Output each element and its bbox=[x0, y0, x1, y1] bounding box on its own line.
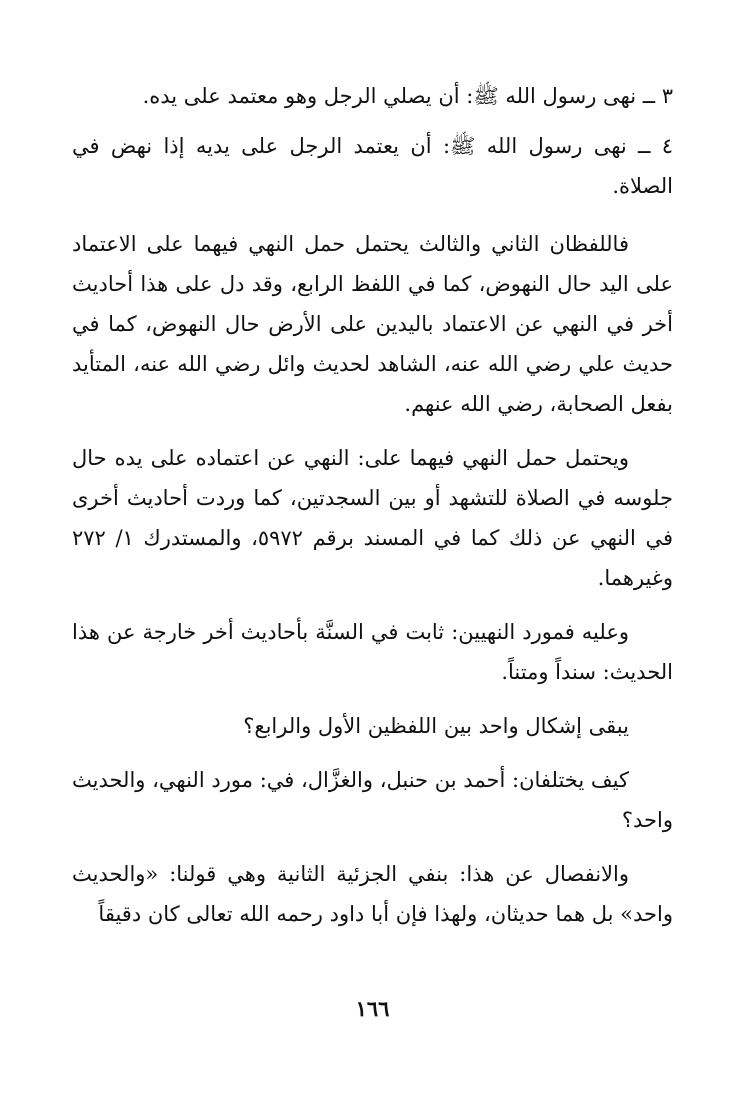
item-text: ــ نهى رسول الله ﷺ: أن يعتمد الرجل على يديه إذا نهض في الصلاة. bbox=[72, 134, 673, 198]
page-number: ١٦٦ bbox=[355, 996, 390, 1021]
paragraph-conclusion: وعليه فمورد النهيين: ثابت في السنَّة بأحاديث أخر خارجة عن هذا الحديث: سنداً ومتناً. bbox=[72, 620, 673, 684]
paragraph-how-differ: كيف يختلفان: أحمد بن حنبل، والغزَّال، في: مورد النهي، والحديث واحد؟ bbox=[72, 768, 673, 832]
paragraph-second-reading: ويحتمل حمل النهي فيهما على: النهي عن اعتماده على يده حال جلوسه في الصلاة للتشهد أو بين السجدتين، كما وردت أحاديث أخرى في النهي عن ذلك كما في المسند برقم ٥٩٧٢، والمستدرك ١/ ٢٧٢ وغيرهما. bbox=[72, 446, 673, 590]
item-text: ــ نهى رسول الله ﷺ: أن يصلي الرجل وهو معتمد على يده. bbox=[142, 84, 656, 108]
paragraph-two-readings: فاللفظان الثاني والثالث يحتمل حمل النهي فيهما على الاعتماد على اليد حال النهوض، كما في اللفظ الرابع، وقد دل على هذا أحاديث أخر في النهي عن الاعتماد باليدين على الأرض حال النهوض، كما في حديث علي رضي الله عنه، الشاهد لحديث وائل رضي الله عنه، المتأيد بفعل الصحابة، رضي الله عنهم. bbox=[72, 232, 673, 416]
list-item-3 bbox=[72, 76, 673, 116]
item-number: ٤ bbox=[661, 134, 673, 158]
paragraph-remaining-question: يبقى إشكال واحد بين اللفظين الأول والرابع؟ bbox=[243, 714, 629, 738]
paragraph-resolution: والانفصال عن هذا: بنفي الجزئية الثانية وهي قولنا: «والحديث واحد» بل هما حديثان، ولهذا فإن أبا داود رحمه الله تعالى كان دقيقاً bbox=[72, 862, 673, 926]
item-number: ٣ bbox=[661, 84, 673, 108]
list-item-4 bbox=[72, 126, 673, 206]
page-body bbox=[72, 76, 673, 934]
